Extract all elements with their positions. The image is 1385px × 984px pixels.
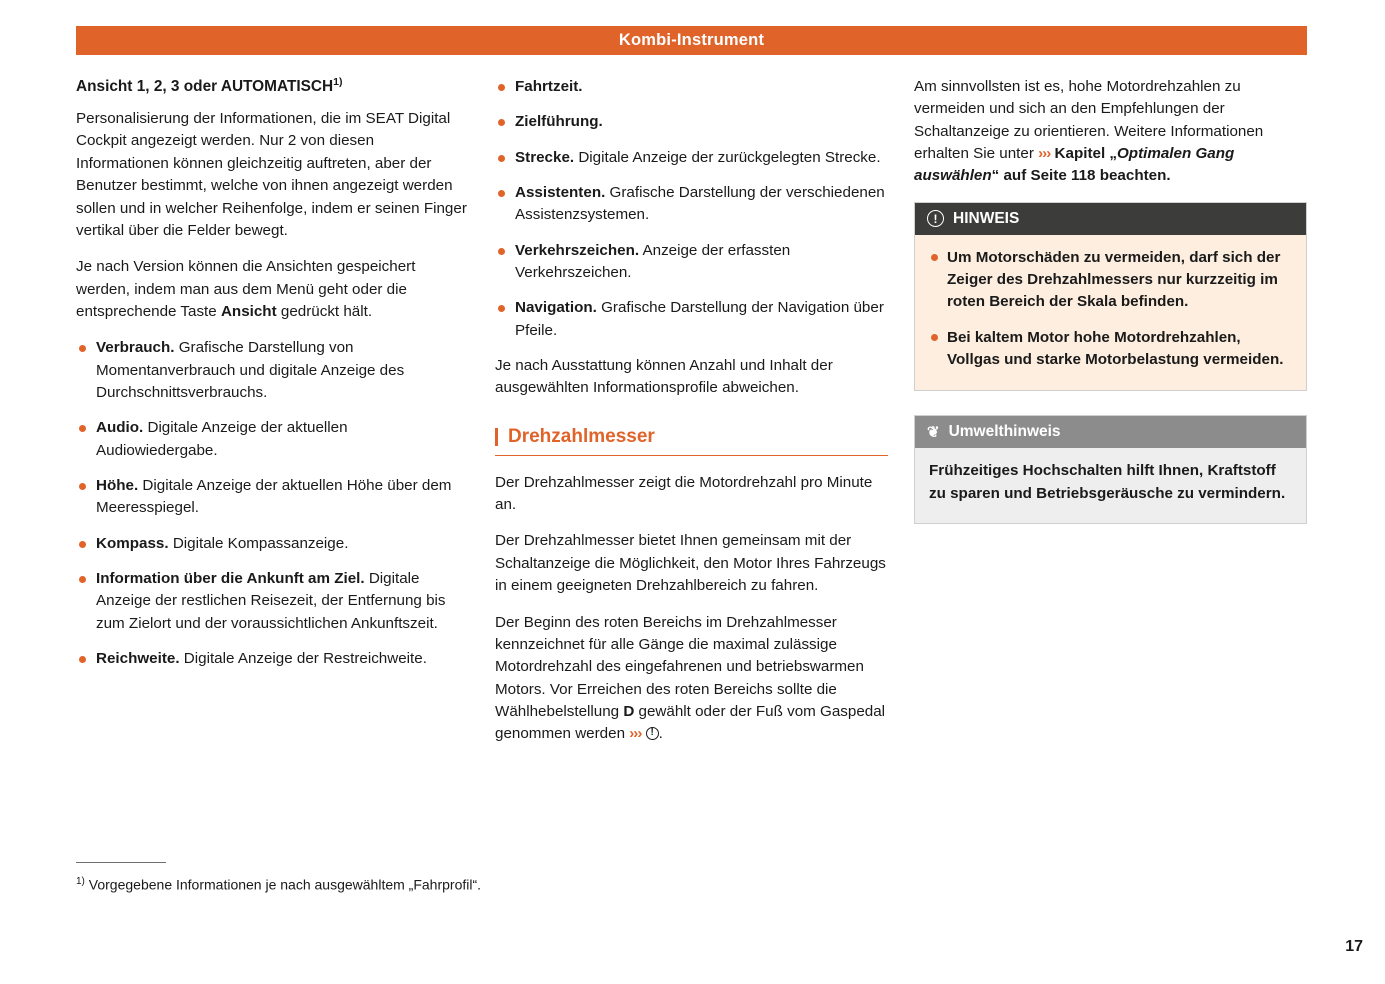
p3-part-a: Der Beginn des roten Bereichs im Drehzahlmesser kennzeichnet für alle Gänge die maximal zulässige Motordrehzahl des eingefahrenen und betriebswarmen Motors. Vor Erreichen des roten Bereichs sollte die Wählhebelstellung (495, 613, 864, 720)
list-item (495, 297, 888, 342)
footnote (76, 875, 876, 895)
footnote-text: Vorgegebene Informationen je nach ausgewähltem „Fahrprofil“. (84, 876, 482, 893)
p2-bold-ansicht: Ansicht (220, 302, 277, 320)
p2-part-c: gedrückt hält. (276, 302, 373, 320)
paragraph-drehzahl-2: Der Drehzahlmesser bietet Ihnen gemeinsam mit der Schaltanzeige die Möglichkeit, den Motor Ihres Fahrzeugs in einem geeigneten Drehzahlbereich zu fahren. (495, 532, 886, 595)
list-item (76, 533, 469, 555)
list-item-lead: Fahrtzeit. (515, 78, 583, 95)
list-item-lead: Assistenten. (515, 184, 606, 202)
paragraph-personalisierung: Personalisierung der Informationen, die im SEAT Digital Cockpit angezeigt werden. Nur 2 von diesen Informationen können gleichzeitig auftreten, aber der Benutzer bestimmt, welche von ihnen angezeigt werden sollen und in welcher Reihenfolge, indem er seinen Finger vertikal über die Felder bewegt. (76, 110, 467, 239)
notice-umwelthinweis-header (915, 416, 1306, 448)
list-item-lead: Information über die Ankunft am Ziel. (96, 569, 365, 587)
list-item-text: Digitale Anzeige der restlichen Reisezeit, der Entfernung bis zum Zielort und der voraussichtlichen Ankunftszeit. (96, 569, 446, 632)
column-3 (914, 76, 1307, 760)
list-item-lead: Verkehrszeichen. (515, 241, 640, 259)
p3-part-c: gewählt oder der Fuß vom Gaspedal genommen werden (495, 702, 886, 743)
footnote-marker: 1) (333, 76, 343, 88)
list-item (495, 147, 888, 169)
list-item-lead: Verbrauch. (96, 339, 175, 357)
p1-part-a: Am sinnvollsten ist es, hohe Motordrehzahlen zu vermeiden und sich an den Empfehlungen der Schaltanzeige zu orientieren. Weitere Informationen erhalten Sie unter (914, 78, 1264, 163)
list-item-lead: Zielführung. (515, 113, 603, 131)
paragraph-ansichten-speichern (76, 256, 469, 323)
page-header-title: Kombi-Instrument (618, 31, 765, 49)
content-columns (76, 76, 1307, 760)
cross-reference-arrows-icon: ››› (1038, 145, 1051, 163)
list-item (76, 417, 469, 462)
notice-hinweis-title: HINWEIS (953, 209, 1020, 227)
list-item-lead: Kompass. (96, 534, 169, 552)
notice-umwelthinweis (914, 415, 1307, 524)
notice-hinweis-body (915, 235, 1306, 391)
paragraph-drehzahl-3 (495, 612, 888, 746)
chapter-heading-drehzahlmesser (495, 426, 888, 456)
list-item (495, 111, 888, 133)
list-item-lead: Audio. (96, 419, 144, 437)
list-item-text: Grafische Darstellung der Navigation über Pfeile. (515, 299, 884, 339)
column-2 (495, 76, 888, 760)
list-item-text: Anzeige der erfassten Verkehrszeichen. (515, 241, 791, 282)
paragraph-ausstattung: Je nach Ausstattung können Anzahl und Inhalt der ausgewählten Informationsprofile abweichen. (495, 357, 833, 397)
notice-umwelthinweis-text: Frühzeitiges Hochschalten hilft Ihnen, Kraftstoff zu sparen und Betriebsgeräusche zu vermindern. (929, 462, 1286, 502)
p1-part-c: “ auf Seite 118 beachten. (991, 167, 1171, 185)
footnote-divider (76, 862, 166, 863)
notice-hinweis (914, 202, 1307, 392)
list-item (495, 240, 888, 285)
warning-symbol-icon (646, 727, 659, 740)
p3-period: . (658, 725, 663, 743)
p1-part-b: Kapitel „ (1050, 145, 1117, 163)
notice-umwelthinweis-body (915, 448, 1306, 523)
notice-hinweis-list (929, 247, 1292, 372)
list-item (495, 182, 888, 227)
list-item-text: Grafische Darstellung von Momentanverbrauch und digitale Anzeige des Durchschnittsverbrauchs. (96, 339, 405, 401)
list-item (76, 475, 469, 520)
p2-part-a: Je nach Version können die Ansichten gespeichert werden, indem man aus dem Menü geht oder die entsprechende Taste (76, 258, 416, 320)
list-item-text: Digitale Anzeige der aktuellen Höhe über dem Meeresspiegel. (96, 476, 452, 517)
list-informationen-col2 (495, 76, 888, 342)
footnote-number: 1) (76, 876, 85, 887)
list-item-text: Grafische Darstellung der verschiedenen Assistenzsystemen. (515, 184, 885, 224)
list-item-text: Digitale Anzeige der aktuellen Audiowiedergabe. (96, 419, 348, 459)
list-item (495, 76, 888, 98)
warning-circle-icon: ! (927, 210, 944, 227)
p3-bold-d: D (623, 702, 635, 720)
chapter-title: Drehzahlmesser (508, 425, 655, 447)
page-number: 17 (1345, 938, 1363, 955)
page-header-bar (76, 26, 1307, 55)
footnote-area (76, 862, 876, 895)
list-item (76, 568, 469, 635)
list-item-text: Digitale Anzeige der Restreichweite. (179, 650, 427, 667)
list-item-lead: Strecke. (515, 148, 575, 166)
cross-reference-arrows-icon: ››› (629, 725, 642, 743)
list-informationen-col1 (76, 337, 469, 670)
column-1 (76, 76, 469, 760)
list-item-text: Digitale Anzeige der zurückgelegten Strecke. (574, 148, 881, 166)
list-item: Um Motorschäden zu vermeiden, darf sich der Zeiger des Drehzahlmessers nur kurzzeitig im roten Bereich der Skala befinden. (929, 247, 1292, 314)
p1-italic-reference: Optimalen Gang auswählen (914, 145, 1235, 185)
notice-hinweis-header (915, 203, 1306, 235)
list-item (76, 337, 469, 404)
list-item-text: Digitale Kompassanzeige. (168, 534, 349, 552)
list-item-lead: Reichweite. (96, 650, 180, 667)
paragraph-drehzahl-1: Der Drehzahlmesser zeigt die Motordrehzahl pro Minute an. (495, 473, 873, 514)
list-item (76, 648, 469, 670)
notice-umwelthinweis-title: Umwelthinweis (948, 423, 1061, 441)
leaf-icon: ❦ (927, 423, 940, 441)
paragraph-motordrehzahlen (914, 76, 1307, 188)
section-heading-text: Ansicht 1, 2, 3 oder AUTOMATISCH (76, 78, 334, 96)
list-item: Bei kaltem Motor hohe Motordrehzahlen, Vollgas und starke Motorbelastung vermeiden. (929, 327, 1292, 372)
list-item-lead: Navigation. (515, 299, 597, 317)
list-item-lead: Höhe. (96, 476, 139, 494)
section-heading-ansicht (76, 76, 469, 96)
